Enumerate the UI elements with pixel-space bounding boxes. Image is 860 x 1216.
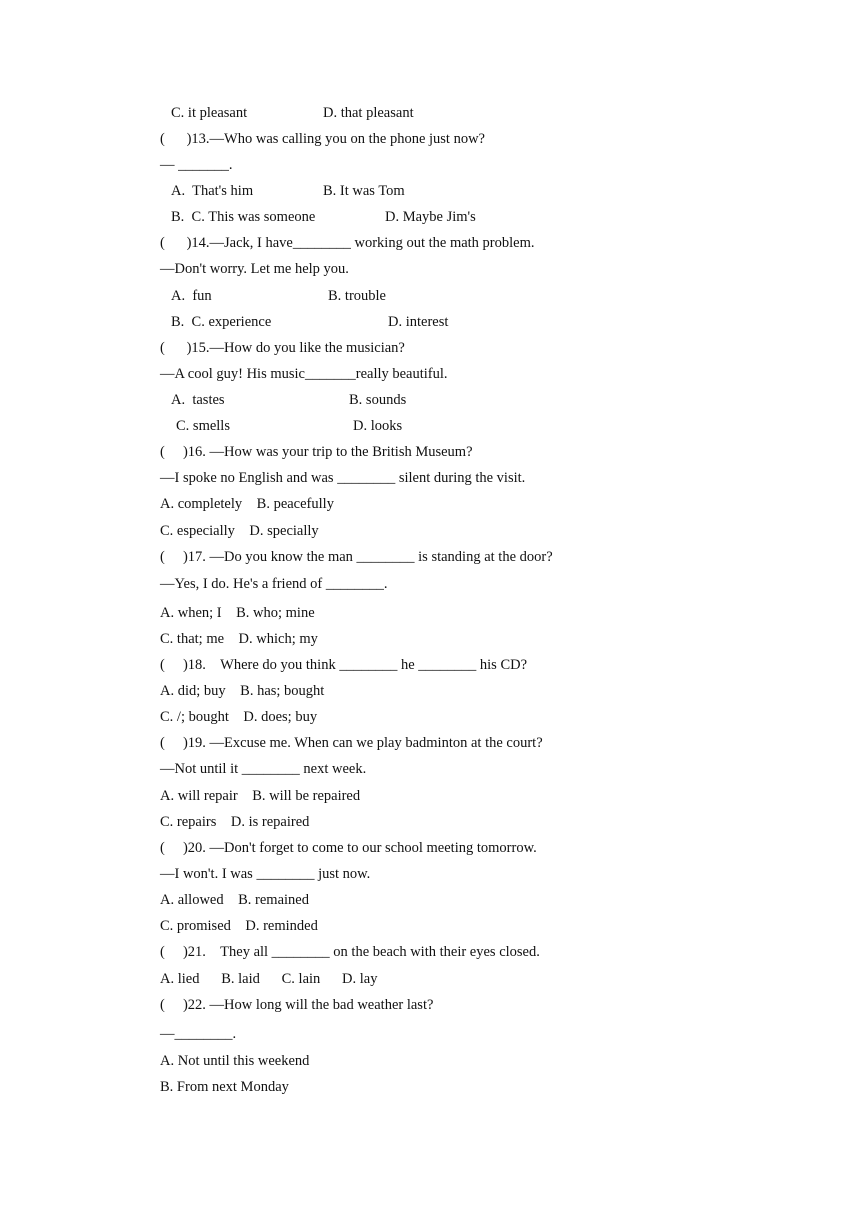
question-13: ( )13.—Who was calling you on the phone just now? [160, 131, 485, 147]
option-22-b: B. From next Monday [160, 1079, 289, 1095]
answer-line-22: —________. [160, 1026, 237, 1042]
options-19-cd: C. repairs D. is repaired [160, 814, 310, 830]
answer-line-17: —Yes, I do. He's a friend of ________. [160, 576, 388, 592]
question-19: ( )19. —Excuse me. When can we play badminton at the court? [160, 735, 543, 751]
option-d: D. Maybe Jim's [385, 209, 476, 225]
question-16: ( )16. —How was your trip to the British Museum? [160, 444, 473, 460]
option-a: A. tastes [171, 392, 225, 408]
options-17-ab: A. when; I B. who; mine [160, 605, 315, 621]
option-b: B. sounds [349, 392, 407, 408]
option-c: C. smells [176, 418, 230, 434]
options-18-cd: C. /; bought D. does; buy [160, 709, 318, 725]
option-d: D. that pleasant [323, 105, 414, 121]
question-15: ( )15.—How do you like the musician? [160, 340, 405, 356]
answer-line-19: —Not until it ________ next week. [160, 761, 367, 777]
answer-line-20: —I won't. I was ________ just now. [160, 866, 371, 882]
option-22-a: A. Not until this weekend [160, 1053, 310, 1069]
question-14: ( )14.—Jack, I have________ working out the math problem. [160, 235, 535, 251]
option-c: B. C. This was someone [171, 209, 316, 225]
option-a: A. fun [171, 288, 212, 304]
options-17-cd: C. that; me D. which; my [160, 631, 318, 647]
answer-line-15: —A cool guy! His music_______really beautiful. [160, 366, 448, 382]
options-20-ab: A. allowed B. remained [160, 892, 309, 908]
answer-line-16: —I spoke no English and was ________ silent during the visit. [160, 470, 526, 486]
options-16-cd: C. especially D. specially [160, 523, 319, 539]
option-b: B. trouble [328, 288, 386, 304]
options-21: A. lied B. laid C. lain D. lay [160, 971, 378, 987]
option-c: B. C. experience [171, 314, 272, 330]
question-21: ( )21. They all ________ on the beach with their eyes closed. [160, 944, 540, 960]
answer-line-14: —Don't worry. Let me help you. [160, 261, 349, 277]
option-a: A. That's him [171, 183, 254, 199]
option-b: B. It was Tom [323, 183, 405, 199]
question-22: ( )22. —How long will the bad weather last? [160, 997, 434, 1013]
question-17: ( )17. —Do you know the man ________ is standing at the door? [160, 549, 553, 565]
options-16-ab: A. completely B. peacefully [160, 496, 334, 512]
question-18: ( )18. Where do you think ________ he ________ his CD? [160, 657, 528, 673]
question-20: ( )20. —Don't forget to come to our school meeting tomorrow. [160, 840, 537, 856]
options-20-cd: C. promised D. reminded [160, 918, 318, 934]
options-18-ab: A. did; buy B. has; bought [160, 683, 325, 699]
answer-line-13: — _______. [160, 157, 233, 173]
option-d: D. looks [353, 418, 403, 434]
option-d: D. interest [388, 314, 449, 330]
option-c: C. it pleasant [171, 105, 248, 121]
options-19-ab: A. will repair B. will be repaired [160, 788, 361, 804]
